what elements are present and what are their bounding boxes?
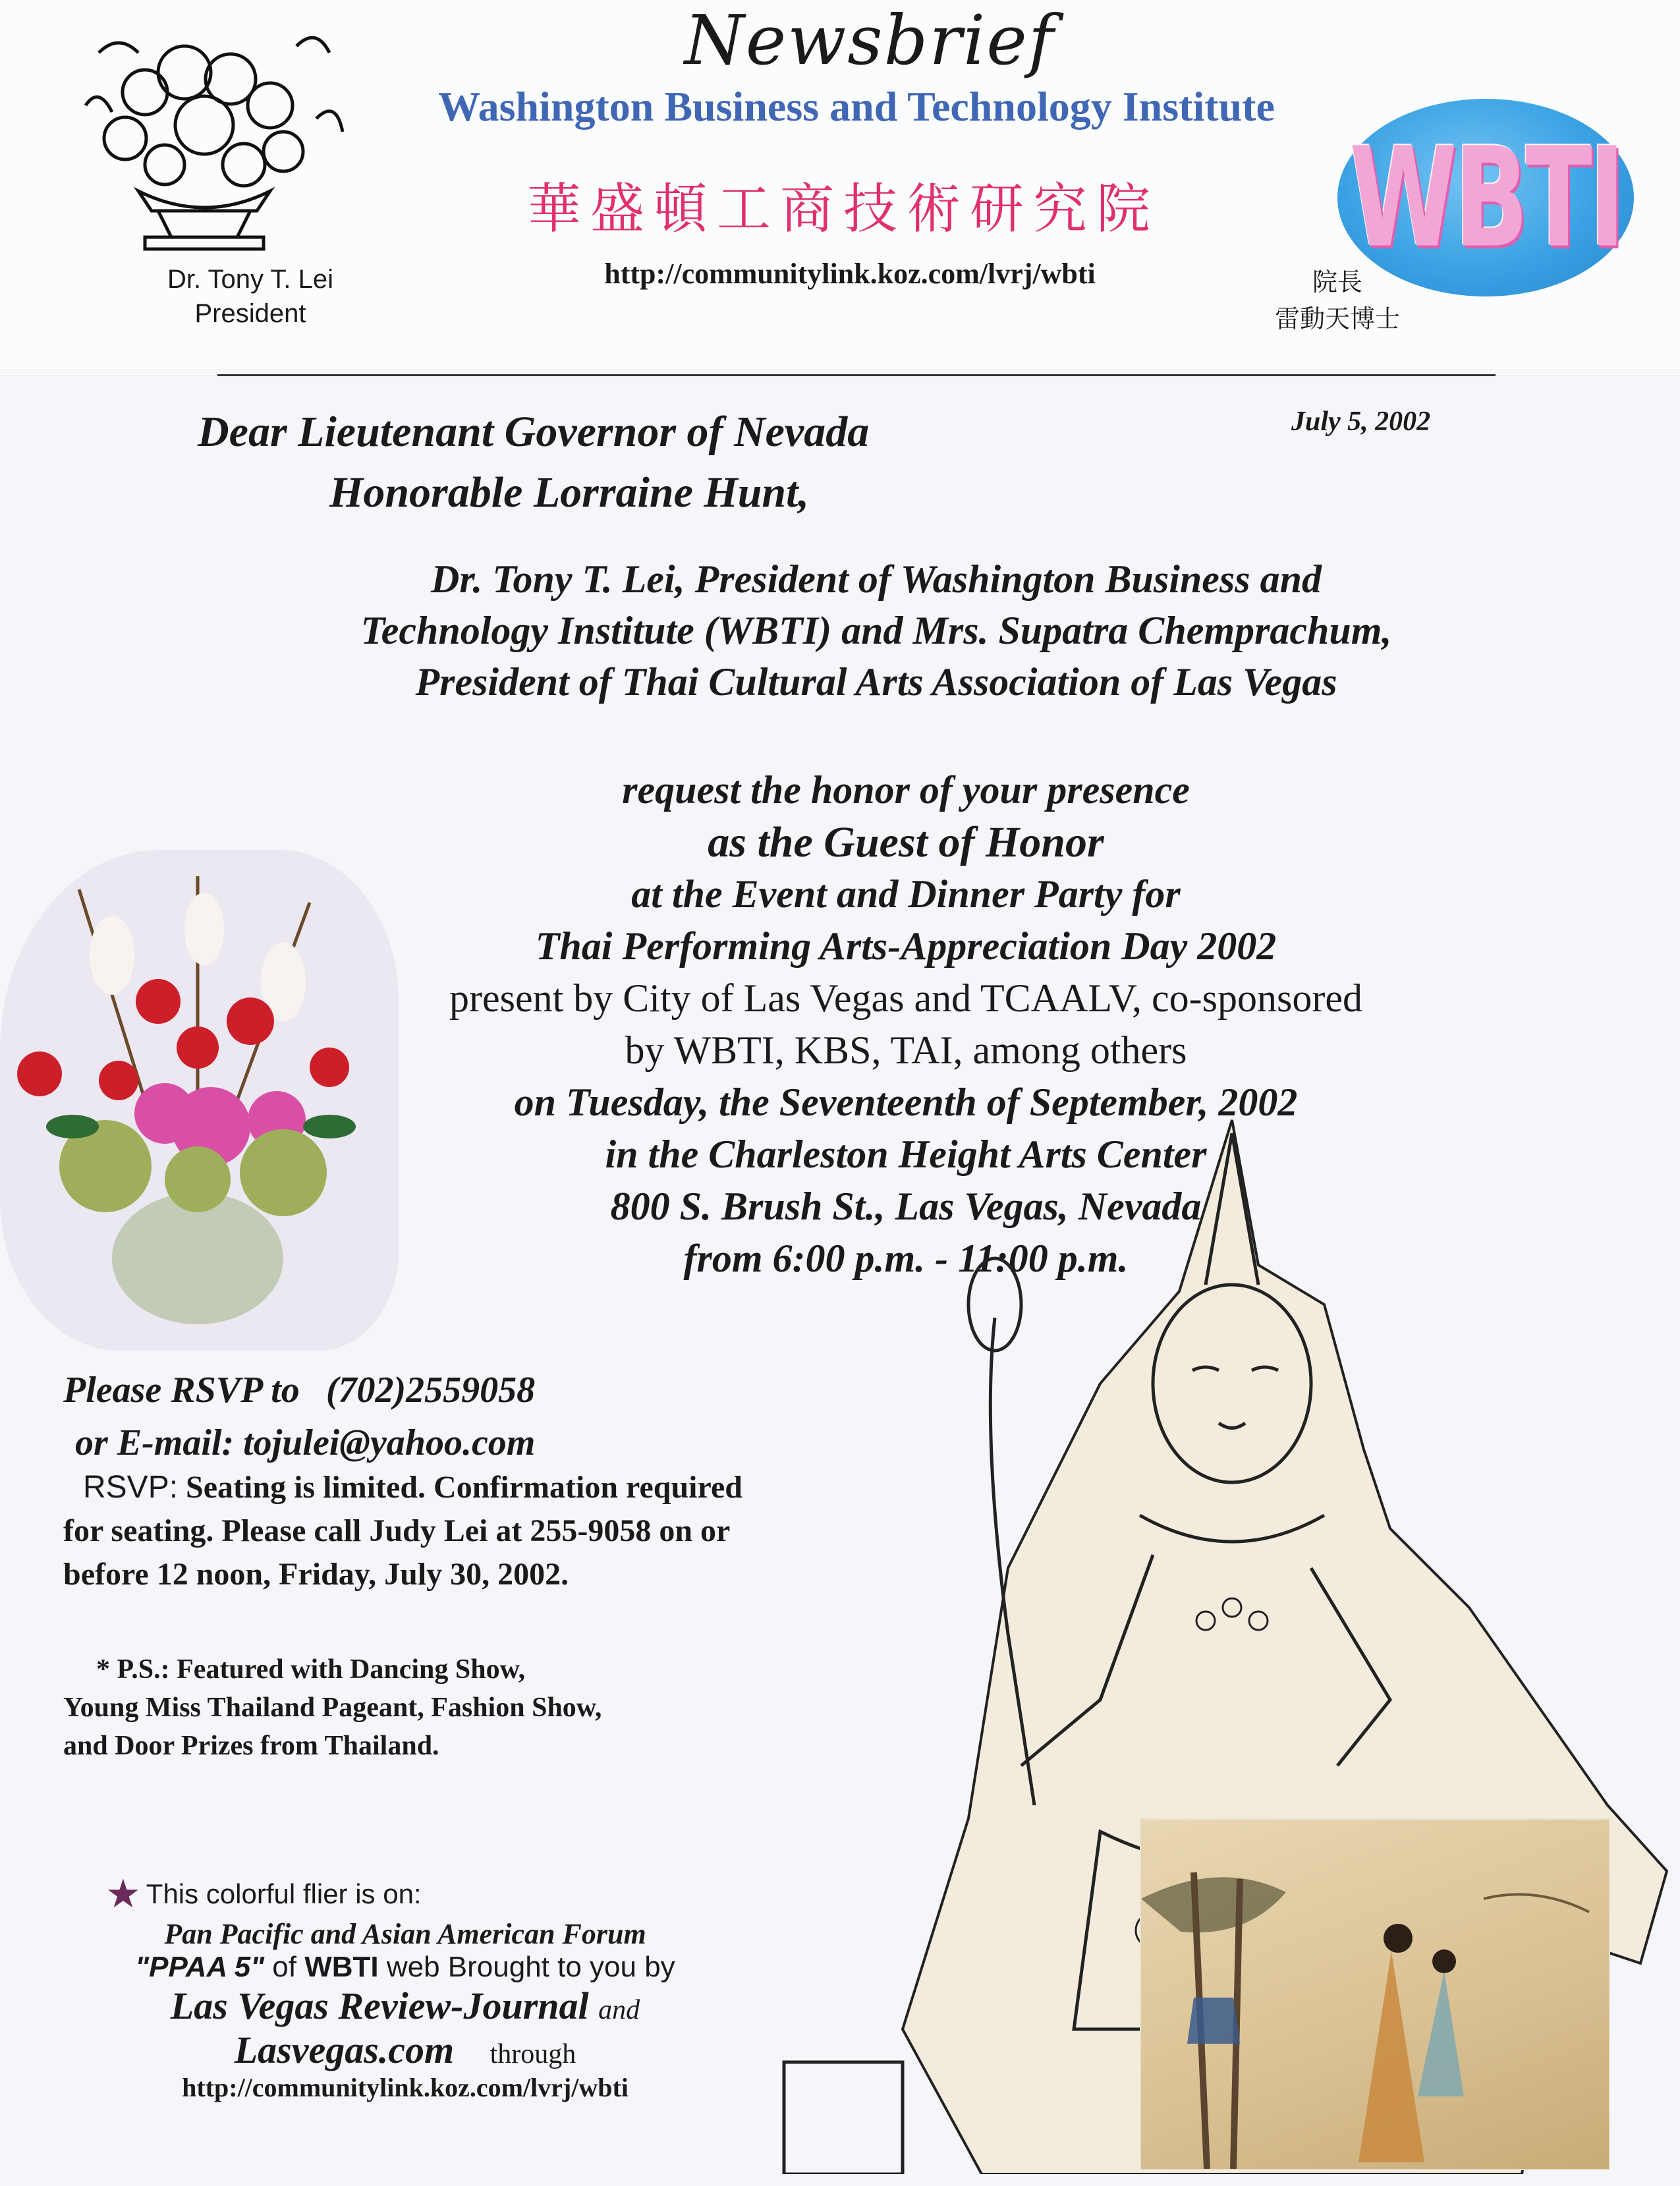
- salutation-line-1: Dear Lieutenant Governor of Nevada: [198, 408, 870, 456]
- header-url-link[interactable]: http://communitylink.koz.com/lvrj/wbti: [604, 258, 1096, 290]
- credit-line-5: [92, 2028, 718, 2072]
- institute-name: Washington Business and Technology Institute: [438, 83, 1275, 130]
- lasvegas-com-label: Lasvegas.com: [234, 2029, 455, 2071]
- ppaa-label: "PPAA 5": [135, 1951, 265, 1983]
- credit-text: This colorful flier is on:: [146, 1878, 422, 1909]
- salutation: [198, 402, 869, 523]
- letter-date: July 5, 2002: [1291, 406, 1431, 437]
- credit-text: web Brought to you by: [378, 1951, 675, 1983]
- rsvp-contact: [63, 1364, 535, 1469]
- invite-line: by WBTI, KBS, TAI, among others: [625, 1028, 1187, 1072]
- institute-name-chinese: 華盛頓工商技術研究院: [526, 178, 1160, 240]
- ps-line: Young Miss Thailand Pageant, Fashion Show,: [63, 1693, 602, 1723]
- invite-line-address: 800 S. Brush St., Las Vegas, Nevada: [610, 1185, 1202, 1228]
- ps-line: * P.S.: Featured with Dancing Show,: [96, 1654, 526, 1685]
- president-name-chinese: 雷動天博士: [1274, 304, 1400, 333]
- president-title: President: [194, 299, 306, 328]
- credit-line-4: [92, 1984, 718, 2028]
- rsvp-phone[interactable]: (702)2559058: [325, 1370, 536, 1411]
- wbti-logo: [1337, 99, 1634, 296]
- credit-line-3: [92, 1951, 718, 1984]
- intro-line: President of Thai Cultural Arts Association of Las Vegas: [415, 660, 1337, 704]
- newsbrief-title: Newsbrief: [684, 0, 1055, 80]
- intro-paragraph: [250, 553, 1502, 708]
- star-icon: ★: [105, 1872, 141, 1916]
- rsvp-body-text: Seating is limited. Confirmation required for seating. Please call Judy Lei at 255-9058 on or before 12 noon, Friday, July 30, 2002.: [63, 1470, 742, 1592]
- invite-line: at the Event and Dinner Party for: [631, 872, 1181, 916]
- credit-text: and: [598, 1995, 640, 2025]
- credit-url-link[interactable]: http://communitylink.koz.com/lvrj/wbti: [182, 2073, 629, 2102]
- lvrj-label: Las Vegas Review-Journal: [170, 1984, 589, 2027]
- credit-text: of: [264, 1951, 305, 1983]
- invite-line-venue: in the Charleston Height Arts Center: [605, 1133, 1207, 1176]
- ps-line: and Door Prizes from Thailand.: [63, 1731, 439, 1761]
- rsvp-email-label: or E-mail:: [75, 1422, 235, 1463]
- credit-block: [92, 1871, 718, 2103]
- credit-text: through: [490, 2039, 576, 2069]
- salutation-line-2: Honorable Lorraine Hunt,: [329, 468, 809, 517]
- president-title-chinese: 院長: [1312, 267, 1362, 296]
- chinese-painting-icon: [1140, 1818, 1610, 2170]
- invite-line: request the honor of your presence: [622, 768, 1190, 812]
- rsvp-email-row: [63, 1416, 535, 1469]
- president-block: [125, 262, 376, 331]
- wbti-label: WBTI: [304, 1951, 379, 1983]
- header-divider: [217, 374, 1496, 376]
- invite-line-time: from 6:00 p.m. - 11:00 p.m.: [683, 1237, 1129, 1280]
- logo-text: WBTI: [1349, 117, 1622, 278]
- invite-line-date: on Tuesday, the Seventeenth of September, 2002: [514, 1080, 1298, 1124]
- invite-line-guest-of-honor: as the Guest of Honor: [708, 818, 1104, 866]
- flower-vase-icon: [0, 850, 399, 1351]
- credit-line-2: Pan Pacific and Asian American Forum: [164, 1918, 646, 1950]
- president-name: Dr. Tony T. Lei: [167, 265, 333, 294]
- rsvp-email[interactable]: tojulei@yahoo.com: [243, 1422, 536, 1463]
- intro-line: Dr. Tony T. Lei, President of Washington Business and: [431, 557, 1322, 601]
- invite-line: present by City of Las Vegas and TCAALV, co-sponsored: [449, 976, 1362, 1020]
- credit-line-1: [92, 1871, 718, 1917]
- rsvp-lead: RSVP:: [83, 1470, 179, 1505]
- rsvp-details: [63, 1466, 762, 1596]
- intro-line: Technology Institute (WBTI) and Mrs. Supatra Chemprachum,: [360, 609, 1392, 652]
- ps-note: [63, 1650, 762, 1765]
- urn-emblem-icon: [59, 13, 349, 257]
- invite-line: Thai Performing Arts-Appreciation Day 2002: [535, 924, 1277, 968]
- rsvp-phone-row: [63, 1364, 535, 1416]
- rsvp-phone-label: Please RSVP to: [63, 1370, 300, 1411]
